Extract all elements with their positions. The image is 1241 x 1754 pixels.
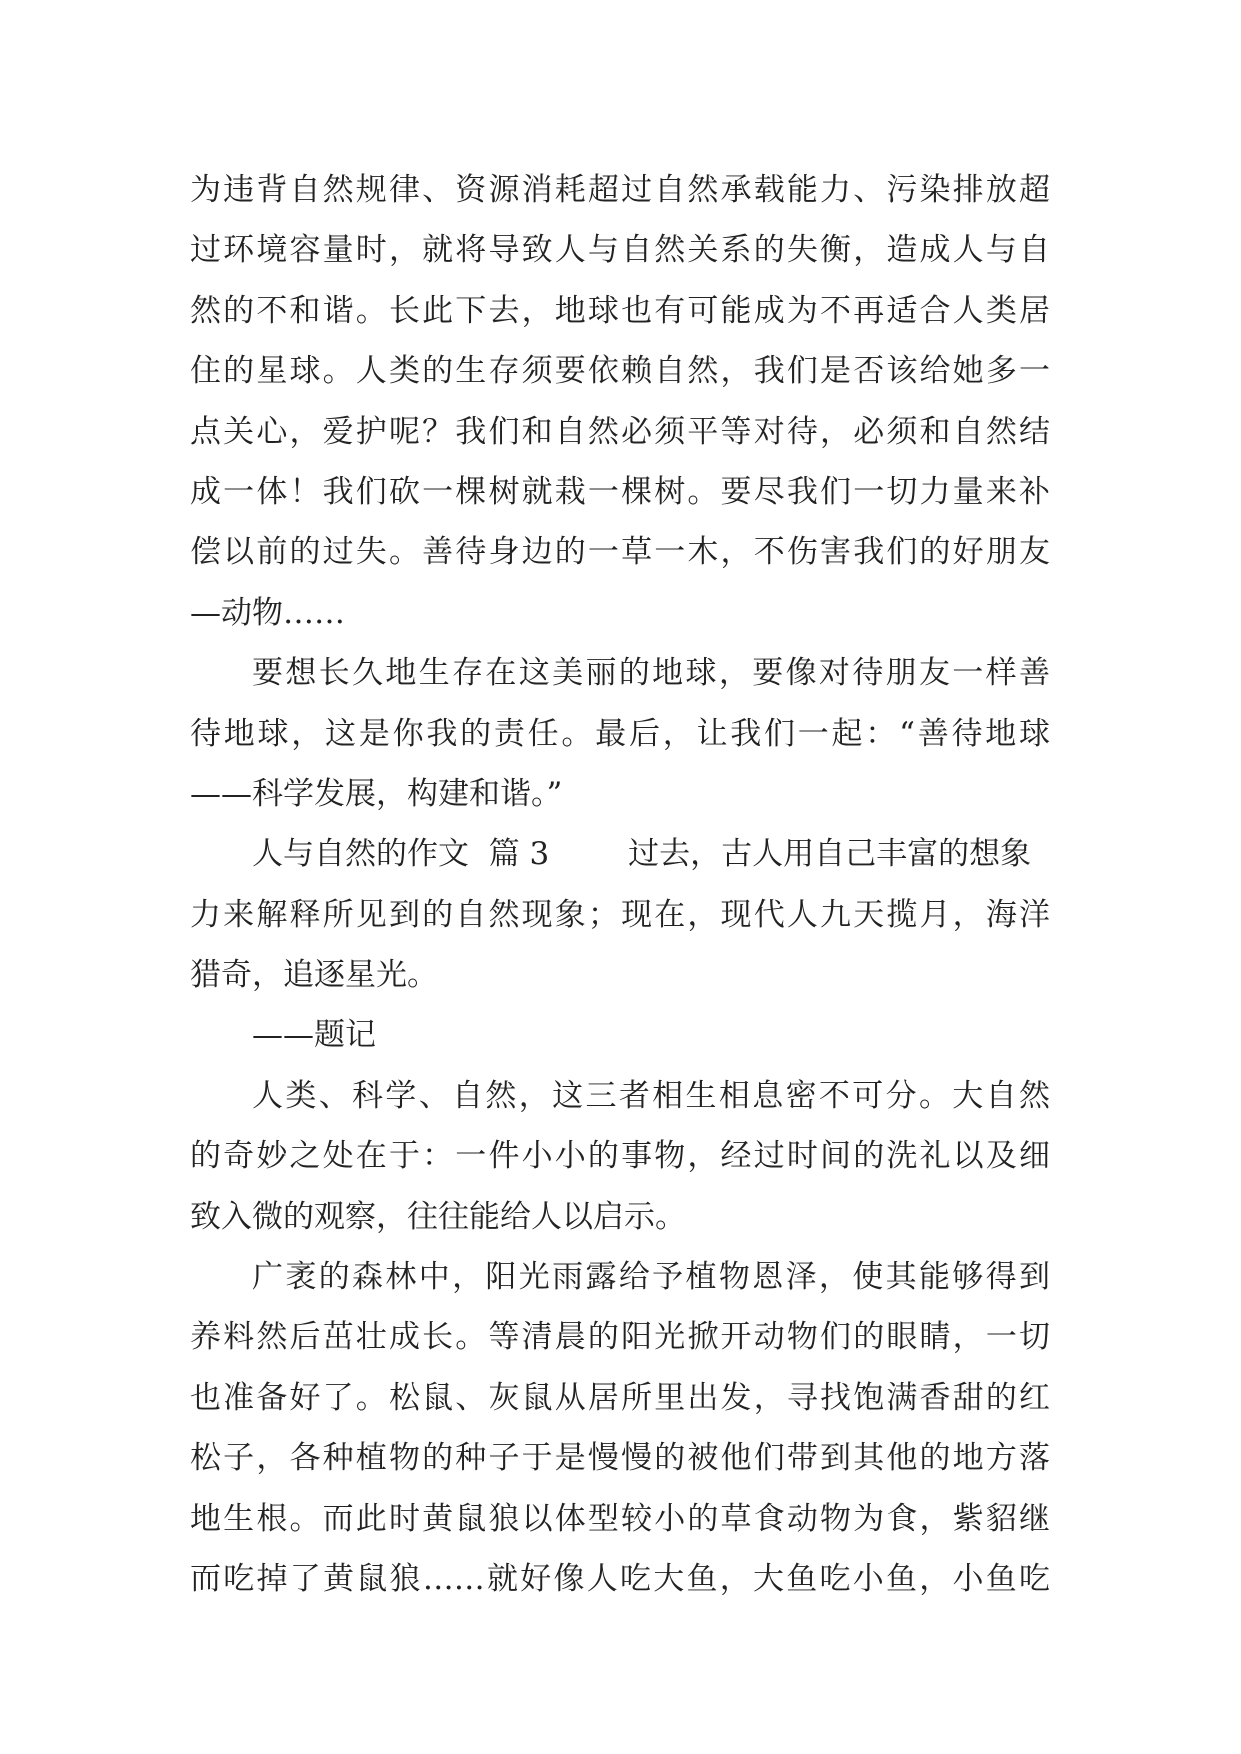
text-line: 为违背自然规律、资源消耗超过自然承载能力、污染排放超 <box>190 172 1050 208</box>
text-line: ——科学发展，构建和谐。” <box>190 775 563 812</box>
text-line: 待地球，这是你我的责任。最后，让我们一起：“善待地球 <box>190 715 1050 752</box>
text-line: 偿以前的过失。善待身边的一草一木，不伤害我们的好朋友 <box>190 534 1050 571</box>
text-line: 猎奇，追逐星光。 <box>190 957 438 994</box>
text-line: 而吃掉了黄鼠狼……就好像人吃大鱼，大鱼吃小鱼，小鱼吃 <box>190 1560 1050 1597</box>
text-line: 的奇妙之处在于：一件小小的事物，经过时间的洗礼以及细 <box>190 1138 1050 1175</box>
inscription-line: ——题记 <box>252 1017 376 1054</box>
text-line: 成一体！我们砍一棵树就栽一棵树。要尽我们一切力量来补 <box>190 473 1050 510</box>
text-line: 力来解释所见到的自然现象；现在，现代人九天揽月，海洋 <box>190 896 1050 933</box>
text-line: 过环境容量时，就将导致人与自然关系的失衡，造成人与自 <box>190 232 1050 269</box>
body-text <box>190 160 1050 1609</box>
text-line: 松子，各种植物的种子于是慢慢的被他们带到其他的地方落 <box>190 1440 1050 1477</box>
text-line: 也准备好了。松鼠、灰鼠从居所里出发，寻找饱满香甜的红 <box>190 1379 1050 1416</box>
text-line: 地生根。而此时黄鼠狼以体型较小的草食动物为食，紫貂继 <box>190 1500 1050 1537</box>
text-line: 养料然后茁壮成长。等清晨的阳光掀开动物们的眼睛，一切 <box>190 1319 1050 1356</box>
text-line: 广袤的森林中，阳光雨露给予植物恩泽，使其能够得到 <box>252 1259 1050 1296</box>
text-line: 然的不和谐。长此下去，地球也有可能成为不再适合人类居 <box>190 292 1050 329</box>
text-line: 点关心，爱护呢？我们和自然必须平等对待，必须和自然结 <box>190 413 1050 450</box>
text-line: 人类、科学、自然，这三者相生相息密不可分。大自然 <box>252 1077 1050 1114</box>
text-line: 要想长久地生存在这美丽的地球，要像对待朋友一样善 <box>252 655 1050 692</box>
text-line: 住的星球。人类的生存须要依赖自然，我们是否该给她多一 <box>190 353 1050 390</box>
text-line: 致入微的观察，往往能给人以启示。 <box>190 1198 686 1235</box>
text-line: —动物…… <box>190 594 345 631</box>
section-heading-line: 人与自然的作文 篇 3 过去，古人用自己丰富的想象 <box>252 836 1032 873</box>
